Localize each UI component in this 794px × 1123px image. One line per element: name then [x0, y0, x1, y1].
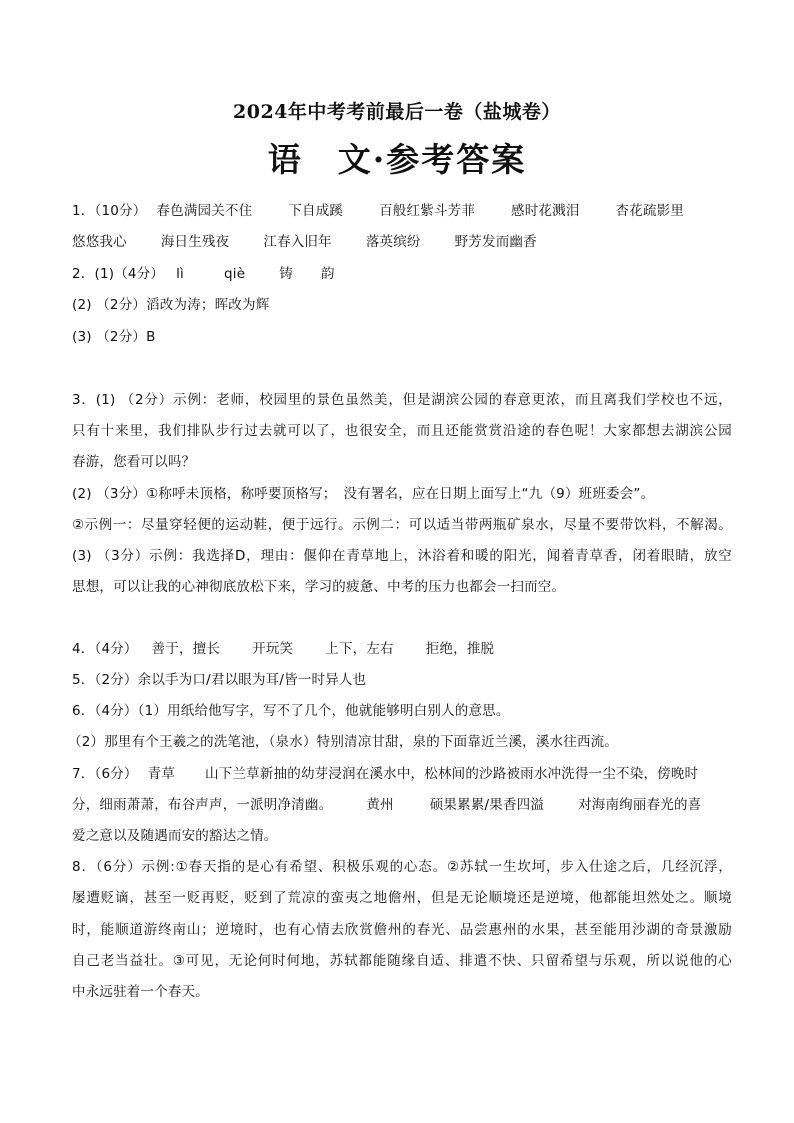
page-title: 2024年中考考前最后一卷（盐城卷）: [233, 101, 561, 123]
q4-prefix: 4．（4分）: [72, 641, 138, 657]
q8-line-5: 中永远驻着一个春天。: [72, 984, 209, 1000]
q7-prefix: 7．（6分）: [72, 766, 138, 782]
q2-answer: 韵: [320, 266, 335, 282]
q1-prefix: 1．（10分）: [72, 203, 147, 219]
q6-line-1: 6．（4分）（1）用纸给他写字，写不了几个，他就能够明白别人的意思。: [72, 703, 510, 719]
q1-answer: 百般红紫斗芳菲: [379, 203, 476, 219]
q3-part-1-line-3: 春游，您看可以吗？: [72, 454, 196, 470]
page-subtitle: 语 文·参考答案: [267, 140, 527, 179]
q1-answer: 海日生残夜: [160, 234, 230, 250]
q7-answer: 硕果累累/果香四溢: [429, 797, 545, 813]
q2-part-2: (2) （2分）滔改为涛；晖改为辉: [72, 297, 270, 313]
q7-line-2: [72, 795, 732, 815]
q1-answer: 下自成蹊: [288, 203, 344, 219]
q1-answer: 杏花疏影里: [615, 203, 685, 219]
q2-answer: 铸: [279, 266, 293, 282]
q2-prefix: 2．(1)（4分）: [72, 266, 165, 282]
q4-line: [72, 639, 732, 659]
q7-answer: 对海南绚丽春光的喜: [578, 797, 702, 813]
q7-answer: 青草: [147, 766, 176, 782]
q7-line-3: 爱之意以及随遇而安的豁达之情。: [72, 828, 278, 844]
q4-answer: 善于，擅长: [151, 641, 221, 657]
q2-line-1: [72, 264, 732, 284]
q4-answer: 开玩笑: [252, 641, 294, 657]
q3-part-2-line-2: ②示例一：尽量穿轻便的运动鞋，便于远行。示例二：可以适当带两瓶矿泉水，尽量不要带饮料，不解渴。: [72, 517, 732, 533]
q2-answer: lì: [176, 266, 185, 282]
q2-answer: qiè: [224, 266, 246, 282]
q1-answer: 落英缤纷: [365, 234, 421, 250]
q3-part-1-line-2: 只有十来里，我们排队步行过去就可以了，也很安全，而且还能赏赏沿途的春色呢！大家都想去湖滨公园: [72, 423, 732, 439]
q6-line-2: （2）那里有个王羲之的洗笔池，（泉水）特别清凉甘甜，泉的下面靠近兰溪，溪水往西流。: [68, 734, 619, 750]
q3-part-3-line-2: 思想，可以让我的心神彻底放松下来，学习的疲惫、中考的压力也都会一扫而空。: [72, 579, 566, 595]
q1-answer: 江春入旧年: [263, 234, 332, 250]
q7-answer: 山下兰草新抽的幼芽浸润在溪水中，松林间的沙路被雨水冲洗得一尘不染，傍晚时: [205, 766, 699, 782]
q1-answer: 春色满园关不住: [156, 203, 253, 219]
q3-part-3-line-1: (3) （3分）示例：我选择D，理由：偃仰在青草地上，沐浴着和暖的阳光，闻着青草香，闭着眼睛，放空: [72, 548, 732, 564]
q4-answer: 拒绝，推脱: [425, 641, 495, 657]
q3-part-1-line-1: 3．(1) （2分）示例：老师，校园里的景色虽然美，但是湖滨公园的春意更浓，而且离我们学校也不远，: [72, 392, 732, 408]
q7-answer: 黄州: [366, 797, 394, 813]
q5-line: 5．（2分）余以手为口/君以眼为耳/皆一时异人也: [72, 672, 367, 688]
q2-part-3: (3) （2分）B: [72, 329, 156, 345]
q4-answer: 上下，左右: [325, 641, 394, 657]
q8-line-4: 自己老当益壮。③可见，无论何时何地，苏轼都能随缘自适、排遣不快、只留希望与乐观，所以说他的心: [72, 953, 732, 969]
q1-line-1: [72, 201, 732, 221]
q7-answer: 分，细雨萧萧，布谷声声，一派明净清幽。: [72, 797, 333, 813]
q8-line-2: 屡遭贬谪，甚至一贬再贬，贬到了荒凉的蛮夷之地儋州，但是无论顺境还是逆境，他都能坦然处之。顺境: [72, 890, 732, 906]
q7-line-1: [72, 764, 732, 784]
q8-line-1: 8．（6分）示例:①春天指的是心有希望、积极乐观的心态。②苏轼一生坎坷，步入仕途之后，几经沉浮，: [72, 859, 732, 875]
q1-line-2: [72, 232, 732, 252]
q1-answer: 野芳发而幽香: [454, 234, 537, 250]
q8-line-3: 时，能顺道游终南山；逆境时，也有心情去欣赏儋州的春光、品尝惠州的水果，甚至能用沙湖的奇景激励: [72, 922, 732, 938]
q1-answer: 感时花溅泪: [511, 203, 580, 219]
q3-part-2-line-1: (2) （3分）①称呼未顶格，称呼要顶格写； 没有署名，应在日期上面写上“九（9）班班委会”。: [72, 486, 655, 502]
q1-answer: 悠悠我心: [72, 234, 127, 250]
